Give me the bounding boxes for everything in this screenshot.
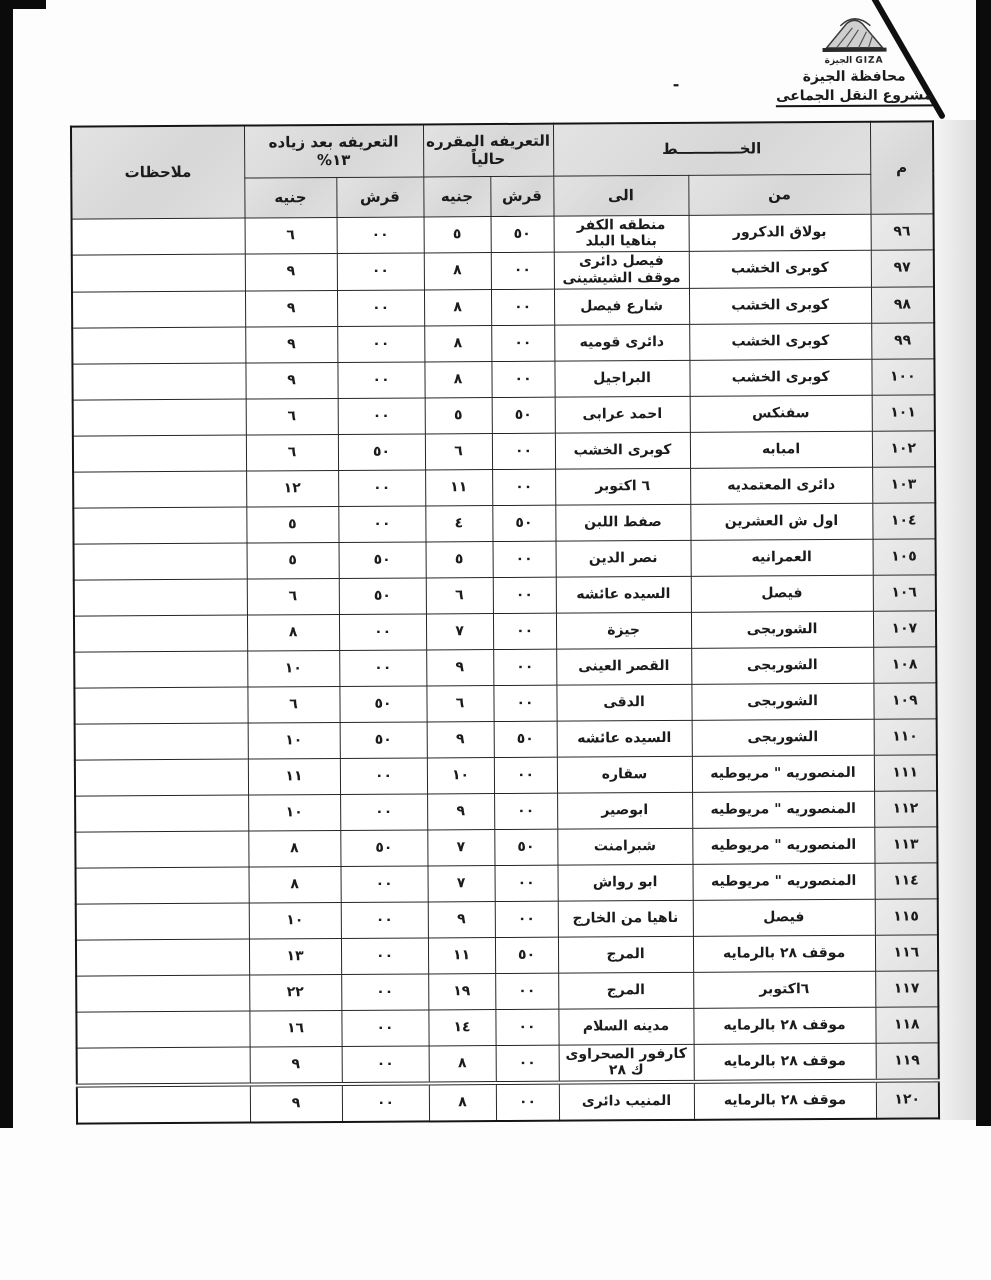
row-current-gineh: ٥	[426, 541, 493, 577]
row-increased-gineh: ١٠	[248, 722, 340, 759]
row-increased-gineh: ٩	[245, 290, 337, 327]
row-to: دائرى قوميه	[554, 324, 689, 361]
table-row	[73, 503, 935, 544]
row-increased-gineh: ٢٢	[249, 974, 341, 1011]
row-to: فيصل دائرى موقف الشيشينى	[554, 251, 689, 288]
row-current-qirsh: ٠٠	[494, 757, 557, 793]
table-row	[76, 899, 938, 940]
row-notes	[75, 723, 248, 760]
row-serial: ١٠٧	[873, 611, 936, 647]
row-current-qirsh: ٥٠	[494, 721, 557, 757]
row-serial: ٩٧	[871, 250, 934, 287]
row-increased-gineh: ٨	[248, 830, 340, 867]
table-row	[72, 213, 934, 255]
row-current-gineh: ٤	[425, 505, 492, 541]
row-from: الشوربجى	[691, 683, 873, 720]
row-from: دائرى المعتمديه	[690, 467, 872, 504]
row-current-gineh: ١١	[425, 469, 492, 505]
row-current-qirsh: ٠٠	[492, 433, 555, 469]
row-to: ابوصير	[557, 792, 692, 829]
header-increased-tariff-line2: ١٣%	[316, 151, 351, 170]
row-from: موقف ٢٨ بالرمايه	[694, 1043, 876, 1082]
row-current-gineh: ٥	[425, 397, 492, 433]
row-current-gineh: ٩	[427, 721, 494, 757]
row-from: العمرانيه	[691, 539, 873, 576]
header-current-tariff-group	[423, 124, 553, 177]
row-current-qirsh: ٥٠	[494, 829, 557, 865]
row-from: فيصل	[691, 575, 873, 612]
row-current-qirsh: ٠٠	[491, 289, 554, 325]
row-to: ٦ اكتوبر	[555, 468, 690, 505]
table-row	[74, 611, 936, 652]
row-serial: ١٠٦	[873, 575, 936, 611]
row-notes	[76, 975, 249, 1012]
row-increased-qirsh: ٠٠	[338, 398, 425, 435]
row-increased-qirsh: ٠٠	[337, 362, 424, 399]
row-serial: ١١٤	[875, 863, 938, 899]
table-row	[72, 359, 934, 400]
row-increased-qirsh: ٠٠	[341, 902, 428, 939]
row-increased-gineh: ١٣	[249, 938, 341, 975]
row-from: بولاق الدكرور	[689, 214, 871, 252]
row-increased-gineh: ١٠	[248, 794, 340, 831]
row-from: فيصل	[693, 899, 875, 936]
row-notes	[73, 507, 246, 544]
row-increased-qirsh: ٠٠	[341, 1010, 428, 1047]
row-from: المنصوريه " مريوطيه	[693, 863, 875, 900]
row-notes	[77, 1085, 250, 1124]
table-row	[72, 287, 934, 328]
row-current-qirsh: ٠٠	[495, 973, 558, 1009]
row-serial: ١٢٠	[876, 1081, 939, 1119]
row-serial: ١١٠	[874, 719, 937, 755]
row-increased-qirsh: ٥٠	[338, 434, 425, 471]
row-notes	[75, 795, 248, 832]
row-notes	[76, 1011, 249, 1048]
row-to: صفط اللبن	[555, 504, 690, 541]
row-increased-qirsh: ٠٠	[341, 866, 428, 903]
header-notes: ملاحظات	[71, 126, 245, 219]
row-notes	[77, 1047, 250, 1086]
row-to: ناهيا من الخارج	[558, 900, 693, 937]
row-current-qirsh: ٠٠	[496, 1045, 559, 1083]
row-increased-qirsh: ٠٠	[339, 614, 426, 651]
row-current-qirsh: ٠٠	[491, 252, 554, 289]
table-row	[76, 971, 938, 1012]
row-serial: ١١٧	[875, 971, 938, 1007]
row-to: شارع فيصل	[554, 288, 689, 325]
table-row	[75, 827, 937, 868]
row-to: المنيب دائرى	[559, 1082, 694, 1121]
scan-edge-right	[976, 0, 991, 1126]
row-current-qirsh: ٠٠	[493, 613, 556, 649]
row-serial: ٩٦	[871, 213, 934, 250]
row-notes	[72, 254, 245, 292]
table-row	[76, 1007, 938, 1048]
row-notes	[72, 327, 245, 364]
row-from: الشوربجى	[692, 719, 874, 756]
row-current-gineh: ٨	[429, 1083, 496, 1121]
logo-caption: الجيزة GIZA	[824, 55, 884, 67]
table-row	[76, 935, 938, 976]
row-to: المرج	[558, 936, 693, 973]
row-from: ٦اكتوبر	[693, 971, 875, 1008]
header-current-tariff-line2: حالياً	[471, 150, 506, 169]
row-increased-qirsh: ٠٠	[338, 506, 425, 543]
row-to: كوبرى الخشب	[555, 432, 690, 469]
row-serial: ١١٥	[875, 899, 938, 935]
row-current-gineh: ٩	[426, 649, 493, 685]
row-serial: ٩٨	[871, 287, 934, 323]
row-current-qirsh: ٠٠	[493, 685, 556, 721]
row-from: سفنكس	[690, 395, 872, 432]
table-row	[75, 755, 937, 796]
scan-right-margin-shadow	[933, 120, 976, 1120]
row-current-qirsh: ٥٠	[491, 216, 554, 253]
row-increased-qirsh: ٥٠	[340, 830, 427, 867]
row-current-qirsh: ٠٠	[496, 1083, 559, 1121]
header-current-tariff-line1: التعريفه المقرره	[426, 131, 551, 150]
letterhead	[766, 13, 942, 107]
header-increased-tariff-group	[244, 124, 423, 177]
row-current-qirsh: ٥٠	[492, 397, 555, 433]
row-increased-qirsh: ٠٠	[338, 470, 425, 507]
row-increased-qirsh: ٠٠	[337, 253, 424, 290]
row-current-qirsh: ٠٠	[491, 361, 554, 397]
row-increased-gineh: ٦	[246, 434, 338, 471]
row-current-gineh: ١٩	[428, 973, 495, 1009]
row-increased-gineh: ٦	[246, 398, 338, 435]
row-to: السيده عائشه	[556, 576, 691, 613]
row-current-gineh: ٨	[424, 253, 491, 290]
row-increased-qirsh: ٠٠	[342, 1046, 429, 1085]
table-row	[72, 323, 934, 364]
header-current-qirsh: قرش	[490, 176, 553, 216]
row-serial: ١١٢	[874, 791, 937, 827]
row-notes	[72, 218, 245, 256]
scan-edge-top-left	[0, 0, 46, 9]
row-increased-qirsh: ٥٠	[339, 686, 426, 723]
row-current-gineh: ٦	[426, 577, 493, 613]
row-notes	[72, 291, 245, 328]
row-serial: ١٠٢	[872, 431, 935, 467]
row-notes	[73, 435, 246, 472]
row-current-gineh: ٨	[424, 361, 491, 397]
row-increased-gineh: ٨	[247, 614, 339, 651]
row-increased-qirsh: ٠٠	[340, 758, 427, 795]
row-current-qirsh: ٥٠	[492, 505, 555, 541]
row-from: كوبرى الخشب	[689, 323, 871, 360]
row-serial: ١١٩	[876, 1043, 939, 1081]
row-serial: ٩٩	[871, 323, 934, 359]
row-notes	[75, 759, 248, 796]
header-line-group: الخــــــــــــط	[553, 122, 870, 176]
row-notes	[76, 903, 249, 940]
row-increased-qirsh: ٥٠	[340, 722, 427, 759]
row-to: البراجيل	[554, 360, 689, 397]
table-row	[73, 431, 935, 472]
row-increased-qirsh: ٠٠	[340, 794, 427, 831]
header-from: من	[688, 174, 870, 215]
row-increased-qirsh: ٠٠	[341, 938, 428, 975]
table-row	[75, 791, 937, 832]
row-increased-gineh: ٩	[245, 254, 337, 291]
header-increased-tariff-line1: التعريفه بعد زياده	[268, 132, 399, 151]
row-to: منطقه الكفر بناهيا البلد	[554, 215, 689, 252]
row-serial: ١٠١	[872, 395, 935, 431]
row-increased-qirsh: ٥٠	[339, 542, 426, 579]
row-from: المنصوريه " مريوطيه	[692, 791, 874, 828]
row-notes	[74, 687, 247, 724]
row-current-gineh: ٧	[428, 865, 495, 901]
row-notes	[74, 615, 247, 652]
row-current-qirsh: ٠٠	[492, 469, 555, 505]
row-from: الشوربجى	[691, 611, 873, 648]
giza-governorate-logo-icon	[812, 14, 896, 59]
table-row	[74, 575, 936, 616]
row-increased-qirsh: ٠٠	[342, 1084, 429, 1123]
row-to: الدقى	[556, 684, 691, 721]
row-to: جيزة	[556, 612, 691, 649]
row-notes	[76, 939, 249, 976]
row-to: شبرامنت	[557, 828, 692, 865]
row-increased-gineh: ٦	[247, 578, 339, 615]
row-notes	[74, 579, 247, 616]
row-from: كوبرى الخشب	[689, 359, 871, 396]
row-increased-gineh: ٩	[245, 326, 337, 363]
row-to: احمد عرابى	[555, 396, 690, 433]
row-from: امبابه	[690, 431, 872, 468]
row-current-gineh: ١٤	[428, 1009, 495, 1045]
row-to: نصر الدين	[556, 540, 691, 577]
row-notes	[73, 471, 246, 508]
row-to: مدينه السلام	[558, 1008, 693, 1045]
table-row	[77, 1043, 939, 1086]
row-from: موقف ٢٨ بالرمايه	[693, 935, 875, 972]
row-increased-qirsh: ٠٠	[339, 650, 426, 687]
row-from: كوبرى الخشب	[689, 250, 871, 288]
row-serial: ١٠٠	[871, 359, 934, 395]
row-current-qirsh: ٠٠	[495, 865, 558, 901]
row-current-qirsh: ٠٠	[493, 541, 556, 577]
row-to: المرج	[558, 972, 693, 1009]
row-increased-gineh: ٨	[249, 866, 341, 903]
row-from: الشوربجى	[691, 647, 873, 684]
row-current-gineh: ٨	[424, 289, 491, 325]
row-from: اول ش العشرين	[690, 503, 872, 540]
row-notes	[74, 543, 247, 580]
row-current-gineh: ٦	[426, 685, 493, 721]
fare-table	[70, 120, 940, 1125]
row-from: موقف ٢٨ بالرمايه	[694, 1081, 876, 1120]
table-row	[74, 539, 936, 580]
row-increased-gineh: ١١	[248, 758, 340, 795]
row-current-gineh: ٩	[428, 901, 495, 937]
row-serial: ١٠٨	[873, 647, 936, 683]
org-name: محافظة الجيزة	[802, 68, 906, 86]
header-current-gineh: جنيه	[423, 176, 490, 216]
row-notes	[75, 831, 248, 868]
row-serial: ١١٣	[874, 827, 937, 863]
row-serial: ١١١	[874, 755, 937, 791]
row-serial: ١١٦	[875, 935, 938, 971]
row-increased-gineh: ٥	[246, 506, 338, 543]
row-current-qirsh: ٠٠	[495, 1009, 558, 1045]
row-notes	[76, 867, 249, 904]
row-notes	[72, 363, 245, 400]
table-row	[73, 467, 935, 508]
table-row	[77, 1081, 939, 1124]
row-increased-gineh: ٩	[250, 1084, 342, 1123]
row-current-qirsh: ٠٠	[491, 325, 554, 361]
row-to: ابو رواش	[558, 864, 693, 901]
table-row	[74, 647, 936, 688]
row-current-qirsh: ٥٠	[495, 937, 558, 973]
row-current-qirsh: ٠٠	[494, 793, 557, 829]
table-row	[72, 250, 934, 292]
stray-dash-mark: -	[672, 74, 680, 94]
scan-edge-left	[0, 0, 13, 1128]
row-current-qirsh: ٠٠	[493, 649, 556, 685]
fare-table-body	[72, 213, 940, 1124]
row-from: المنصوريه " مريوطيه	[692, 827, 874, 864]
row-to: السيده عائشه	[557, 720, 692, 757]
row-current-gineh: ١١	[428, 937, 495, 973]
row-serial: ١٠٥	[873, 539, 936, 575]
row-current-gineh: ٨	[424, 325, 491, 361]
row-increased-gineh: ١٦	[249, 1010, 341, 1047]
row-increased-gineh: ٦	[245, 217, 337, 254]
row-increased-gineh: ٦	[247, 686, 339, 723]
row-increased-qirsh: ٠٠	[337, 290, 424, 327]
row-current-gineh: ٦	[425, 433, 492, 469]
row-to: القصر العينى	[556, 648, 691, 685]
row-from: موقف ٢٨ بالرمايه	[693, 1007, 875, 1044]
project-name: مشروع النقل الجماعى	[776, 87, 933, 107]
row-serial: ١٠٣	[872, 467, 935, 503]
row-increased-gineh: ٩	[245, 362, 337, 399]
row-increased-qirsh: ٥٠	[339, 578, 426, 615]
header-to: الى	[553, 175, 688, 216]
row-serial: ١١٨	[875, 1007, 938, 1043]
row-increased-gineh: ١٠	[247, 650, 339, 687]
row-notes	[73, 399, 246, 436]
row-to: سقاره	[557, 756, 692, 793]
header-increased-qirsh: قرش	[336, 176, 423, 217]
row-increased-qirsh: ٠٠	[341, 974, 428, 1011]
row-current-qirsh: ٠٠	[493, 577, 556, 613]
header-increased-gineh: جنيه	[244, 177, 336, 218]
row-increased-gineh: ٩	[250, 1046, 342, 1085]
table-row	[73, 395, 935, 436]
row-current-gineh: ٧	[426, 613, 493, 649]
row-current-gineh: ٧	[427, 829, 494, 865]
row-current-gineh: ٩	[427, 793, 494, 829]
row-current-qirsh: ٠٠	[495, 901, 558, 937]
row-increased-qirsh: ٠٠	[337, 216, 424, 253]
row-increased-qirsh: ٠٠	[337, 326, 424, 363]
row-increased-gineh: ٥	[247, 542, 339, 579]
table-row	[76, 863, 938, 904]
row-current-gineh: ٥	[424, 216, 491, 253]
row-to: كارفور الصحراوى ك ٢٨	[559, 1044, 694, 1083]
row-notes	[74, 651, 247, 688]
row-from: كوبرى الخشب	[689, 287, 871, 324]
row-serial: ١٠٩	[873, 683, 936, 719]
header-serial: م	[870, 121, 934, 213]
row-current-gineh: ٨	[429, 1045, 496, 1084]
row-current-gineh: ١٠	[427, 757, 494, 793]
row-increased-gineh: ١٢	[246, 470, 338, 507]
row-from: المنصوريه " مريوطيه	[692, 755, 874, 792]
table-row	[74, 683, 936, 724]
row-increased-gineh: ١٠	[249, 902, 341, 939]
row-serial: ١٠٤	[872, 503, 935, 539]
table-row	[75, 719, 937, 760]
